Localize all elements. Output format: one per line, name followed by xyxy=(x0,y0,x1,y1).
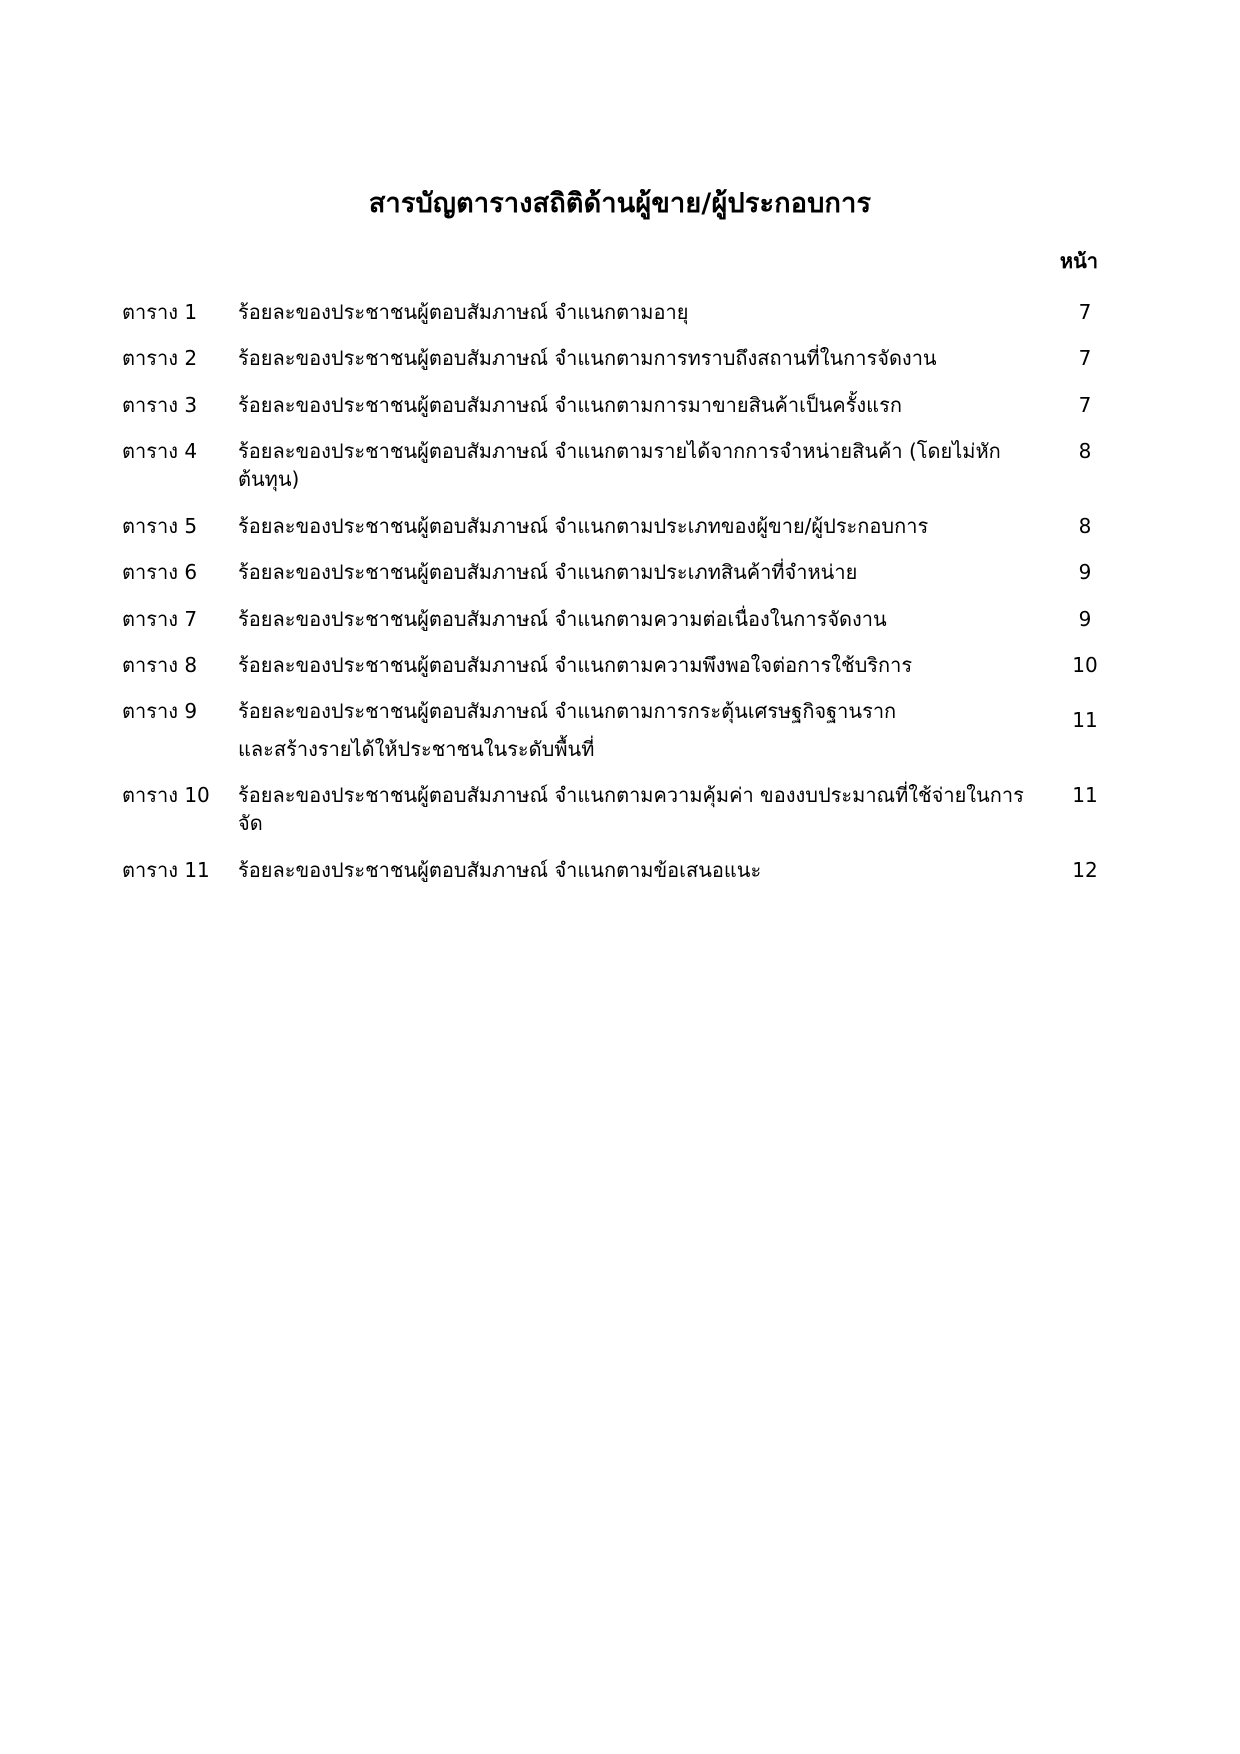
toc-entry-page: 9 xyxy=(1078,560,1092,585)
table-of-contents xyxy=(118,289,1122,893)
toc-entry-page-value: 11 xyxy=(1072,708,1098,733)
toc-entry-title: ร้อยละของประชาชนผู้ตอบสัมภาษณ์ จำแนกตามอายุ xyxy=(238,299,689,324)
table-row xyxy=(118,503,1122,549)
toc-entry-page: 12 xyxy=(1072,857,1098,882)
toc-entry-title: ร้อยละของประชาชนผู้ตอบสัมภาษณ์ จำแนกตามการกระตุ้นเศรษฐกิจฐานราก xyxy=(238,699,897,724)
toc-entry-label: ตาราง 1 xyxy=(122,299,198,324)
toc-entry-title: ร้อยละของประชาชนผู้ตอบสัมภาษณ์ จำแนกตามความต่อเนื่องในการจัดงาน xyxy=(238,606,887,631)
toc-entry-label: ตาราง 6 xyxy=(122,560,198,585)
table-row xyxy=(118,772,1122,847)
toc-entry-page: 9 xyxy=(1078,606,1092,631)
toc-entry-label: ตาราง 9 xyxy=(122,699,198,724)
toc-entry-page: 8 xyxy=(1078,438,1092,463)
table-row xyxy=(118,382,1122,428)
page-title: สารบัญตารางสถิติด้านผู้ขาย/ผู้ประกอบการ xyxy=(368,188,872,219)
table-row xyxy=(118,596,1122,642)
toc-entry-label: ตาราง 4 xyxy=(122,438,198,463)
toc-entry-page: 7 xyxy=(1078,346,1092,371)
toc-entry-title-multiline xyxy=(238,688,1048,772)
toc-entry-title: ร้อยละของประชาชนผู้ตอบสัมภาษณ์ จำแนกตามการมาขายสินค้าเป็นครั้งแรก xyxy=(238,392,902,417)
table-row xyxy=(118,642,1122,688)
table-row xyxy=(118,428,1122,503)
table-row xyxy=(118,289,1122,335)
toc-entry-label: ตาราง 10 xyxy=(122,783,210,808)
toc-entry-page: 7 xyxy=(1078,299,1092,324)
toc-entry-title: ร้อยละของประชาชนผู้ตอบสัมภาษณ์ จำแนกตามประเภทสินค้าที่จำหน่าย xyxy=(238,560,858,585)
toc-entry-label: ตาราง 3 xyxy=(122,392,198,417)
toc-entry-page: 7 xyxy=(1078,392,1092,417)
page-column-header: หน้า xyxy=(1059,248,1098,273)
toc-entry-label: ตาราง 11 xyxy=(122,857,210,882)
toc-entry-title: ร้อยละของประชาชนผู้ตอบสัมภาษณ์ จำแนกตามข้อเสนอแนะ xyxy=(238,857,762,882)
toc-entry-title: ร้อยละของประชาชนผู้ตอบสัมภาษณ์ จำแนกตามการทราบถึงสถานที่ในการจัดงาน xyxy=(238,346,937,371)
toc-entry-title: ร้อยละของประชาชนผู้ตอบสัมภาษณ์ จำแนกตามความพึงพอใจต่อการใช้บริการ xyxy=(238,652,913,677)
table-row xyxy=(118,847,1122,893)
toc-entry-title: ร้อยละของประชาชนผู้ตอบสัมภาษณ์ จำแนกตามประเภทของผู้ขาย/ผู้ประกอบการ xyxy=(238,513,929,538)
table-row xyxy=(118,335,1122,381)
toc-entry-page: 8 xyxy=(1078,513,1092,538)
table-row xyxy=(118,688,1122,772)
toc-entry-page xyxy=(1048,688,1122,772)
toc-entry-page: 10 xyxy=(1072,652,1098,677)
toc-entry-title: ร้อยละของประชาชนผู้ตอบสัมภาษณ์ จำแนกตามรายได้จากการจำหน่ายสินค้า (โดยไม่หักต้นทุน) xyxy=(238,438,1001,492)
toc-entry-page: 11 xyxy=(1072,783,1098,808)
toc-entry-label: ตาราง 5 xyxy=(122,513,198,538)
table-row xyxy=(118,549,1122,595)
toc-entry-label: ตาราง 7 xyxy=(122,606,198,631)
toc-entry-label: ตาราง 2 xyxy=(122,346,198,371)
toc-entry-subtitle: และสร้างรายได้ให้ประชาชนในระดับพื้นที่ xyxy=(238,736,595,761)
toc-entry-title: ร้อยละของประชาชนผู้ตอบสัมภาษณ์ จำแนกตามความคุ้มค่า ของงบประมาณที่ใช้จ่ายในการจัด xyxy=(238,783,1024,836)
toc-entry-label: ตาราง 8 xyxy=(122,652,198,677)
